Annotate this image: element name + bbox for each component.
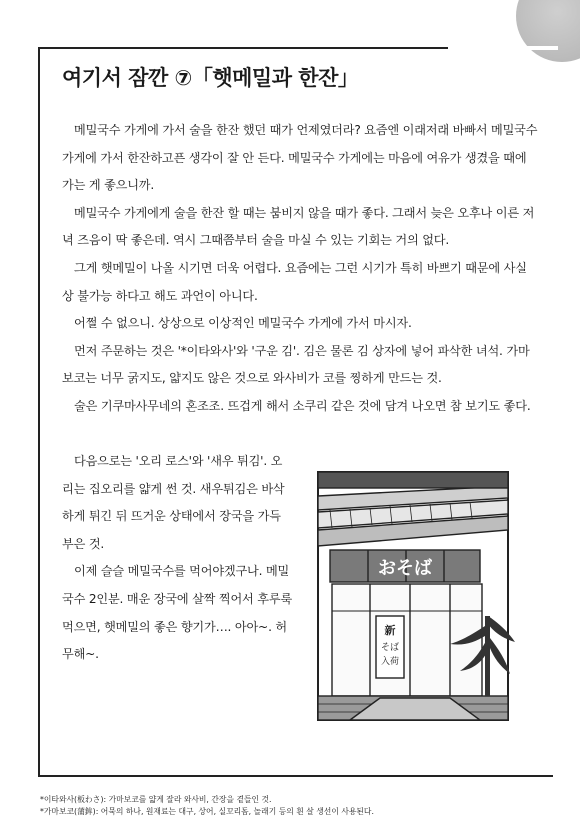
page-title: 여기서 잠깐 ⑦「햇메밀과 한잔」 (62, 66, 359, 90)
paragraph: 다음으로는 '오리 로스'와 '새우 튀김'. 오리는 집오리를 얇게 썬 것. 새우튀김은 바삭하게 튀긴 뒤 뜨거운 상태에서 장국을 가득 부은 것. (62, 454, 285, 551)
footnote: *가마보코(蒲鉾): 어묵의 하나, 원재료는 대구, 상어, 실꼬리돔, 놀래기 등의 흰 살 생선이 사용된다. (40, 806, 374, 816)
body-text-narrow (62, 448, 292, 669)
paragraph: 술은 기쿠마사무네의 혼조조. 뜨겁게 해서 소쿠리 같은 것에 담겨 나오면 참 보기도 좋다. (74, 398, 531, 413)
shop-sign-text: おそば (378, 558, 432, 579)
paragraph: 먼저 주문하는 것은 '*이타와사'와 '구운 김'. 김은 물론 김 상자에 넣어 파삭한 녀석. 가마보코는 너무 굵지도, 얇지도 않은 것으로 와사비가 코를 찡하게 만드는 것. (62, 343, 530, 386)
paragraph: 그게 햇메밀이 나올 시기면 더욱 어렵다. 요즘에는 그런 시기가 특히 바쁘기 때문에 사실상 불가능 하다고 해도 과언이 아니다. (62, 260, 527, 303)
banner-text-arrival: 入荷 (380, 657, 400, 667)
paragraph: 어쩔 수 없으니. 상상으로 이상적인 메밀국수 가게에 가서 마시자. (74, 316, 412, 331)
paragraph: 메밀국수 가게에 가서 술을 한잔 했던 때가 언제였더라? 요즘엔 이래저래 바빠서 메밀국수 가게에 가서 한잔하고픈 생각이 잘 안 든다. 메밀국수 가게에는 마음에 여유가 생겼을 때에 가는 게 좋으니까. (62, 123, 538, 193)
banner-text-soba: そば (380, 643, 400, 653)
body-text-full (62, 117, 538, 421)
frame-gap (448, 46, 558, 50)
footnotes (40, 794, 374, 817)
soba-shop-illustration (310, 466, 520, 726)
banner-text-new: 新 (384, 624, 396, 637)
paragraph: 이제 슬슬 메밀국수를 먹어야겠구나. 메밀국수 2인분. 매운 장국에 살짝 찍어서 후루룩 먹으면, 햇메밀의 좋은 향기가…. 아아~. 허무해~. (62, 564, 293, 662)
paragraph: 메밀국수 가게에게 술을 한잔 할 때는 붐비지 않을 때가 좋다. 그래서 늦은 오후나 이른 저녁 즈음이 딱 좋은데. 역시 그때쯤부터 술을 마실 수 있는 기회는 거의 없다. (62, 205, 535, 248)
footnote: *이타와사(板わさ): 가마보코를 얇게 잘라 와사비, 간장을 곁들인 것. (40, 795, 272, 804)
